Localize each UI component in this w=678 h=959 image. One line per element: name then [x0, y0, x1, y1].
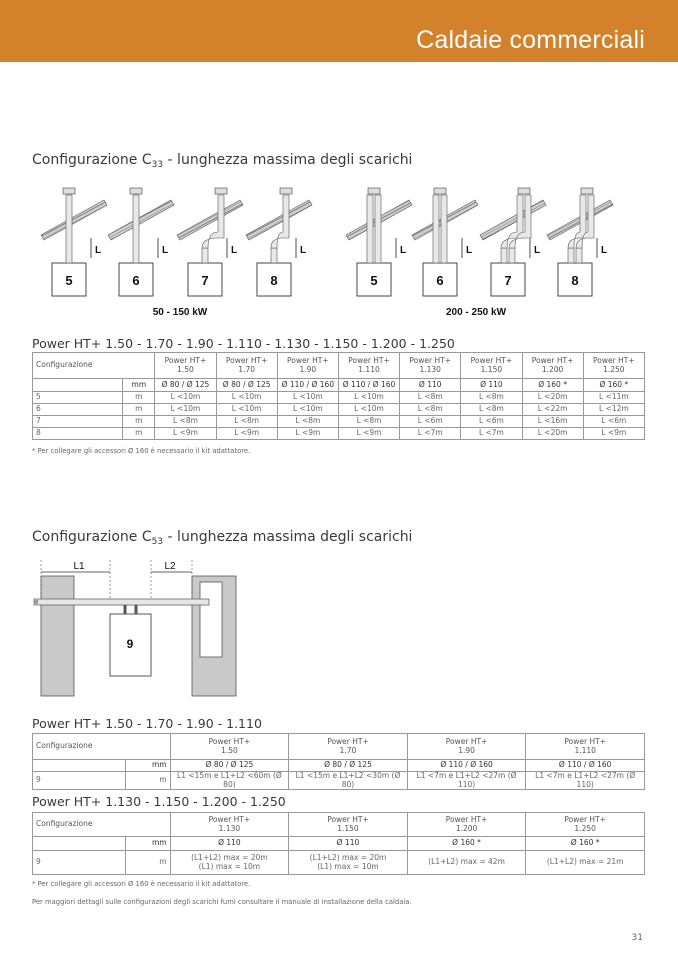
table1-model-8: Power HT+ 1.250 — [583, 353, 644, 379]
table1-diameter: Ø 160 * — [522, 379, 583, 392]
table1-model-4: Power HT+ 1.110 — [338, 353, 399, 379]
table2-title: Power HT+ 1.50 - 1.70 - 1.90 - 1.110 — [32, 716, 262, 731]
config-number: 7 — [201, 273, 209, 288]
flue-pipe — [202, 248, 208, 263]
table1-value: L <8m — [400, 404, 461, 416]
terminal-cap — [518, 188, 530, 194]
table3-title: Power HT+ 1.130 - 1.150 - 1.200 - 1.250 — [32, 794, 286, 809]
section2-title-sub: 53 — [151, 537, 164, 547]
roof-tiles — [108, 200, 174, 240]
table3-model-1: Power HT+ 1.130 — [170, 813, 289, 837]
c53-table-small-models — [32, 733, 645, 790]
table1-diameter: Ø 110 / Ø 160 — [338, 379, 399, 392]
table1-model-1: Power HT+ 1.50 — [155, 353, 216, 379]
config-number: 5 — [65, 273, 73, 288]
table3-value: (L1+L2) max = 20m (L1) max = 10m — [289, 851, 408, 875]
config-number: 8 — [270, 273, 278, 288]
page-header-bar — [0, 0, 678, 62]
table-row — [33, 851, 645, 875]
table1-diameter: Ø 110 — [400, 379, 461, 392]
table1-unit-mm: mm — [123, 379, 155, 392]
table1-note: * Per collegare gli accessori Ø 160 è necessario il kit adattatore. — [32, 447, 251, 455]
table-row — [33, 772, 645, 790]
table1-value: L <12m — [583, 404, 644, 416]
table2-diameter: Ø 80 / Ø 125 — [170, 760, 289, 772]
table2-value: L1 <7m e L1+L2 <27m (Ø 110) — [407, 772, 526, 790]
c53-installation-diagram — [30, 558, 270, 708]
table1-value: L <22m — [522, 404, 583, 416]
flue-pipe — [133, 195, 139, 263]
terminal-cap — [215, 188, 227, 194]
config-number: 5 — [370, 273, 378, 288]
table1-model-3: Power HT+ 1.90 — [277, 353, 338, 379]
table-row — [33, 392, 645, 404]
flue-pipe — [367, 195, 373, 263]
table3-model-2: Power HT+ 1.150 — [289, 813, 408, 837]
flue-pipe — [576, 248, 582, 263]
table1-value: L <10m — [216, 404, 277, 416]
table1-config-header: Configurazione — [33, 353, 155, 379]
length-label: L — [534, 245, 541, 256]
terminal-cap — [130, 188, 142, 194]
table2-model-3: Power HT+ 1.90 — [407, 734, 526, 760]
boiler-connection — [125, 605, 136, 614]
installation-manual-note: Per maggiori dettagli sulle configurazioni degli scarichi fumi consultare il manuale di installazione della caldaia. — [32, 898, 412, 906]
table1-diameter: Ø 80 / Ø 125 — [155, 379, 216, 392]
table1-value: L <10m — [338, 404, 399, 416]
table-row — [33, 404, 645, 416]
table1-config-cell: 6 — [33, 404, 123, 416]
table1-value: L <9m — [216, 428, 277, 440]
diagram-label-200-250: 200 - 250 kW — [445, 307, 507, 318]
table3-unit-cell: m — [125, 851, 170, 875]
table1-value: L <7m — [461, 428, 522, 440]
table1-value: L <10m — [277, 404, 338, 416]
dim-label-l2: L2 — [164, 561, 176, 572]
table3-value: (L1+L2) max = 42m — [407, 851, 526, 875]
table1-value: L <8m — [338, 416, 399, 428]
flue-pipe — [66, 195, 72, 263]
table2-model-1: Power HT+ 1.50 — [170, 734, 289, 760]
chimney-flue — [200, 582, 222, 657]
table1-value: L <10m — [155, 404, 216, 416]
table1-value: L <10m — [338, 392, 399, 404]
table2-diameter: Ø 80 / Ø 125 — [289, 760, 408, 772]
table3-value: (L1+L2) max = 20m (L1) max = 10m — [170, 851, 289, 875]
section1-title — [32, 152, 412, 168]
table1-value: L <10m — [155, 392, 216, 404]
table2-config-header: Configurazione — [33, 734, 171, 760]
length-label: L — [300, 245, 307, 256]
table1-value: L <8m — [461, 392, 522, 404]
length-label: L — [95, 245, 102, 256]
table1-value: L <8m — [155, 416, 216, 428]
table2-model-4: Power HT+ 1.110 — [526, 734, 645, 760]
roof-tiles — [41, 200, 107, 240]
table3-model-4: Power HT+ 1.250 — [526, 813, 645, 837]
length-label: L — [400, 245, 407, 256]
header-title: Caldaie commerciali — [416, 26, 645, 54]
table1-value: L <11m — [583, 392, 644, 404]
table-row — [33, 428, 645, 440]
c53-table-large-models — [32, 812, 645, 875]
table1-diameter: Ø 110 — [461, 379, 522, 392]
diagram-group-200-250 — [346, 188, 613, 296]
table3-model-3: Power HT+ 1.200 — [407, 813, 526, 837]
table1-model-2: Power HT+ 1.70 — [216, 353, 277, 379]
config-number: 6 — [132, 273, 140, 288]
table1-config-cell: 5 — [33, 392, 123, 404]
section2-title-prefix: Configurazione C — [32, 529, 152, 545]
table1-value: L <7m — [400, 428, 461, 440]
table2-config-cell: 9 — [33, 772, 126, 790]
flue-pipe — [441, 195, 447, 263]
table1-value: L <8m — [461, 404, 522, 416]
table1-value: L <10m — [277, 392, 338, 404]
diagram-label-50-150: 50 - 150 kW — [152, 307, 208, 318]
table1-unit-cell: m — [123, 404, 155, 416]
flue-pipe — [501, 248, 507, 263]
c33-length-table — [32, 352, 645, 440]
table1-value: L <20m — [522, 428, 583, 440]
page-number: 31 — [631, 933, 643, 943]
table3-diameter: Ø 110 — [170, 837, 289, 851]
flue-pipe — [568, 248, 574, 263]
dim-label-l1: L1 — [73, 561, 85, 572]
table1-config-cell: 7 — [33, 416, 123, 428]
roof-tiles — [177, 200, 243, 240]
table3-diameter: Ø 160 * — [407, 837, 526, 851]
table2-diameter: Ø 110 / Ø 160 — [407, 760, 526, 772]
table3-header-row — [33, 813, 645, 837]
table1-value: L <9m — [583, 428, 644, 440]
table2-diameter-row — [33, 760, 645, 772]
terminal-cap — [581, 188, 593, 194]
terminal-cap — [280, 188, 292, 194]
table1-header-row — [33, 353, 645, 379]
table3-diameter: Ø 110 — [289, 837, 408, 851]
table1-diameter-row — [33, 379, 645, 392]
table1-body — [33, 392, 645, 440]
table1-model-6: Power HT+ 1.150 — [461, 353, 522, 379]
table1-value: L <6m — [461, 416, 522, 428]
terminal-cap — [34, 600, 38, 604]
length-label: L — [231, 245, 238, 256]
table1-config-cell: 8 — [33, 428, 123, 440]
section2-title-suffix: - lunghezza massima degli scarichi — [163, 529, 413, 545]
table1-unit-cell: m — [123, 428, 155, 440]
table2-value: L1 <15m e L1+L2 <30m (Ø 80) — [289, 772, 408, 790]
section1-title-prefix: Configurazione C — [32, 152, 152, 168]
table2-model-2: Power HT+ 1.70 — [289, 734, 408, 760]
table1-value: L <10m — [216, 392, 277, 404]
length-label: L — [162, 245, 169, 256]
config-number: 8 — [571, 273, 579, 288]
table2-unit-mm: mm — [125, 760, 170, 772]
table1-diameter: Ø 80 / Ø 125 — [216, 379, 277, 392]
table3-diameter-row — [33, 837, 645, 851]
table1-value: L <9m — [277, 428, 338, 440]
table1-value: L <8m — [277, 416, 338, 428]
table1-value: L <6m — [583, 416, 644, 428]
table2-unit-cell: m — [125, 772, 170, 790]
left-wall — [41, 576, 74, 696]
table1-value: L <20m — [522, 392, 583, 404]
length-label: L — [466, 245, 473, 256]
terminal-cap — [63, 188, 75, 194]
table2-value: L1 <7m e L1+L2 <27m (Ø 110) — [526, 772, 645, 790]
table1-title: Power HT+ 1.50 - 1.70 - 1.90 - 1.110 - 1.130 - 1.150 - 1.200 - 1.250 — [32, 336, 455, 351]
table3-note: * Per collegare gli accessori Ø 160 è necessario il kit adattatore. — [32, 880, 251, 888]
table1-value: L <8m — [400, 392, 461, 404]
table1-empty-cell — [33, 379, 123, 392]
table1-value: L <16m — [522, 416, 583, 428]
table1-value: L <6m — [400, 416, 461, 428]
terminal-cap — [434, 188, 446, 194]
table2-value: L1 <15m e L1+L2 <60m (Ø 80) — [170, 772, 289, 790]
table2-empty-cell — [33, 760, 126, 772]
table3-unit-mm: mm — [125, 837, 170, 851]
flue-pipe — [509, 248, 515, 263]
table2-header-row — [33, 734, 645, 760]
table3-empty-cell — [33, 837, 126, 851]
table3-config-cell: 9 — [33, 851, 126, 875]
table1-diameter: Ø 110 / Ø 160 — [277, 379, 338, 392]
section2-title — [32, 529, 412, 545]
table2-diameter: Ø 110 / Ø 160 — [526, 760, 645, 772]
config-number: 6 — [436, 273, 444, 288]
section1-title-suffix: - lunghezza massima degli scarichi — [163, 152, 413, 168]
table3-value: (L1+L2) max = 21m — [526, 851, 645, 875]
table3-config-header: Configurazione — [33, 813, 171, 837]
boiler-number: 9 — [126, 637, 134, 651]
config-number: 7 — [504, 273, 512, 288]
table1-model-7: Power HT+ 1.200 — [522, 353, 583, 379]
roof-tiles — [246, 200, 312, 240]
c33-installation-diagram — [0, 180, 678, 320]
table-row — [33, 416, 645, 428]
table1-diameter: Ø 160 * — [583, 379, 644, 392]
diagram-group-50-150 — [41, 188, 312, 296]
table1-value: L <9m — [338, 428, 399, 440]
flue-pipe — [433, 195, 439, 263]
table1-unit-cell: m — [123, 416, 155, 428]
flue-pipe — [271, 248, 277, 263]
table1-unit-cell: m — [123, 392, 155, 404]
length-label: L — [601, 245, 608, 256]
section1-title-sub: 33 — [151, 160, 164, 170]
terminal-cap — [368, 188, 380, 194]
table3-diameter: Ø 160 * — [526, 837, 645, 851]
table1-value: L <9m — [155, 428, 216, 440]
table1-value: L <8m — [216, 416, 277, 428]
table1-model-5: Power HT+ 1.130 — [400, 353, 461, 379]
horizontal-flue-pipe — [34, 599, 209, 605]
flue-pipe — [375, 195, 381, 263]
